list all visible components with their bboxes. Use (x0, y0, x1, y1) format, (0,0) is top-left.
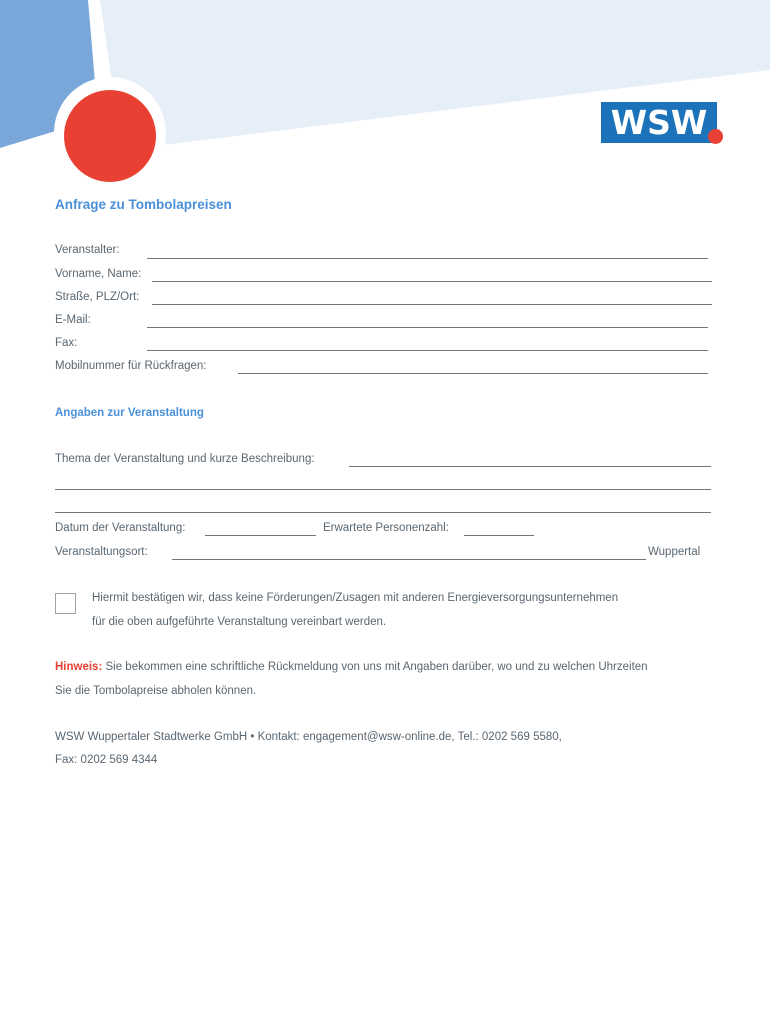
hint-label: Hinweis: (55, 661, 103, 673)
label-vorname-name: Vorname, Name: (55, 268, 142, 280)
header-decoration (0, 0, 770, 200)
input-line-strasse-plz-ort[interactable] (152, 304, 712, 305)
input-line-email[interactable] (147, 327, 708, 328)
logo-red-dot (708, 129, 723, 144)
form-title: Anfrage zu Tombolapreisen (55, 197, 232, 212)
wsw-logo: WSW (601, 102, 717, 143)
confirmation-checkbox[interactable] (55, 593, 76, 614)
label-mobilnummer: Mobilnummer für Rückfragen: (55, 360, 207, 372)
hint-paragraph (55, 661, 648, 673)
confirmation-text-2: für die oben aufgeführte Veranstaltung vereinbart werden. (92, 616, 387, 628)
input-line-thema[interactable] (349, 466, 711, 467)
input-line-fax[interactable] (147, 350, 708, 351)
footer-fax: Fax: 0202 569 4344 (55, 754, 158, 766)
label-email: E-Mail: (55, 314, 91, 326)
label-datum: Datum der Veranstaltung: (55, 522, 186, 534)
input-line-personenzahl[interactable] (464, 535, 534, 536)
confirmation-text-1: Hiermit bestätigen wir, dass keine Förderungen/Zusagen mit anderen Energieversorgungsunternehmen (92, 592, 619, 604)
label-ort: Veranstaltungsort: (55, 546, 148, 558)
hint-text-1: Sie bekommen eine schriftliche Rückmeldung von uns mit Angaben darüber, wo und zu welchen Uhrzeiten (102, 661, 648, 673)
input-line-mobilnummer[interactable] (238, 373, 708, 374)
red-circle (64, 90, 156, 182)
section-title: Angaben zur Veranstaltung (55, 407, 204, 419)
input-line-beschreibung-1[interactable] (55, 489, 711, 490)
label-personenzahl: Erwartete Personenzahl: (323, 522, 449, 534)
ort-suffix: Wuppertal (648, 546, 701, 558)
footer-contact: WSW Wuppertaler Stadtwerke GmbH • Kontakt: engagement@wsw-online.de, Tel.: 0202 569 5580, (55, 731, 562, 743)
label-fax: Fax: (55, 337, 78, 349)
input-line-vorname-name[interactable] (152, 281, 712, 282)
hint-text-2: Sie die Tombolapreise abholen können. (55, 685, 257, 697)
label-veranstalter: Veranstalter: (55, 244, 120, 256)
label-strasse-plz-ort: Straße, PLZ/Ort: (55, 291, 140, 303)
input-line-datum[interactable] (205, 535, 316, 536)
label-thema: Thema der Veranstaltung und kurze Beschreibung: (55, 453, 315, 465)
input-line-veranstalter[interactable] (147, 258, 708, 259)
input-line-beschreibung-2[interactable] (55, 512, 711, 513)
input-line-ort[interactable] (172, 559, 646, 560)
